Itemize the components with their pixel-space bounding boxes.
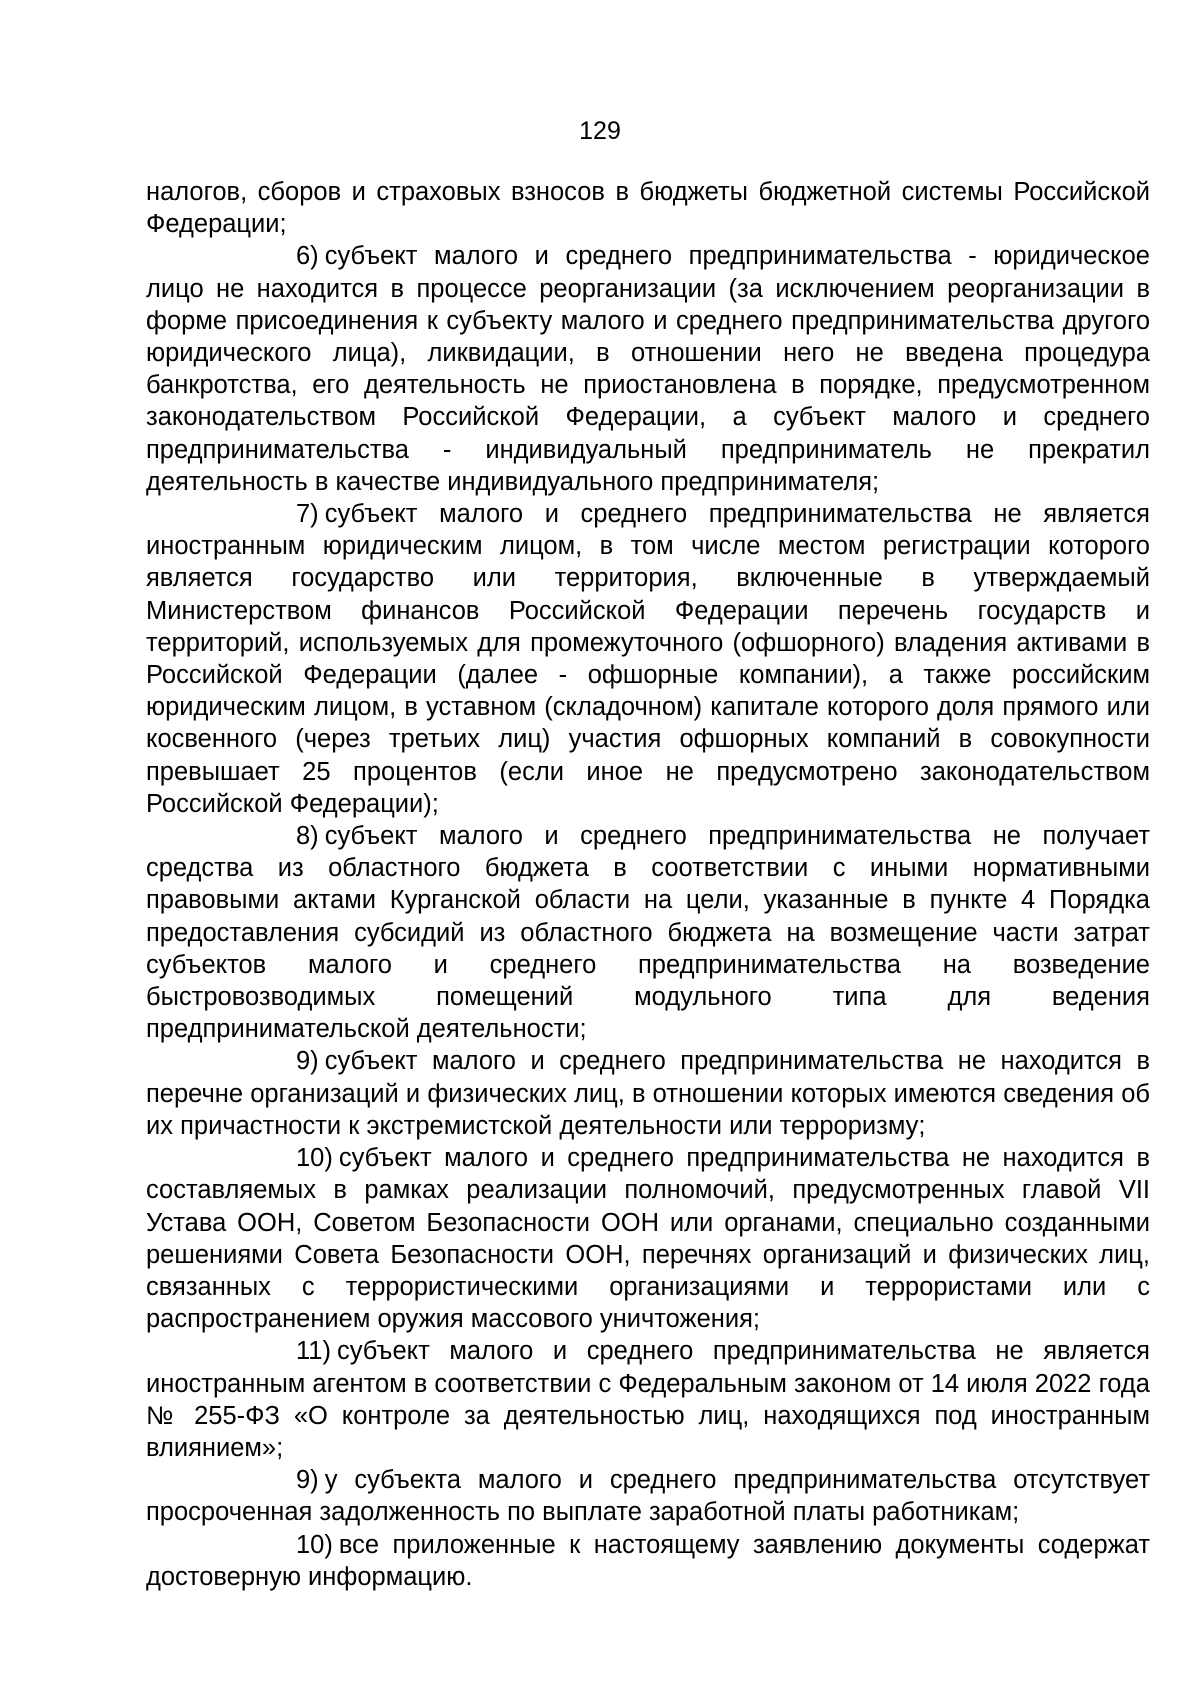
paragraph-item-7	[146, 498, 1150, 820]
item-marker: 11)	[296, 1337, 331, 1366]
paragraph-text: у субъекта малого и среднего предпринимательства отсутствует просроченная задолженность по выплате заработной платы работникам;	[146, 1466, 1150, 1527]
paragraph-text: субъект малого и среднего предпринимательства не является иностранным агентом в соответствии с Федеральным законом от 14 июля 2022 года № 255-ФЗ «О контроле за деятельностью лиц, находящихся под иностранным влиянием»;	[146, 1337, 1150, 1462]
paragraph-text: субъект малого и среднего предпринимательства не находится в перечне организаций и физических лиц, в отношении которых имеются сведения об их причастности к экстремистской деятельности или терроризму;	[146, 1047, 1150, 1140]
paragraph-item-8	[146, 820, 1150, 1045]
paragraph-text: субъект малого и среднего предпринимательства не является иностранным юридическим лицом, в том числе местом регистрации которого является государство или территория, включенные в утверждаемый Министерством финансов Российской Федерации перечень государств и территорий, используемых для промежуточного (офшорного) владения активами в Российской Федерации (далее - офшорные компании), а также российским юридическим лицом, в уставном (складочном) капитале которого доля прямого или косвенного (через третьих лиц) участия офшорных компаний в совокупности превышает 25 процентов (если иное не предусмотрено законодательством Российской Федерации);	[146, 500, 1150, 818]
item-marker: 10)	[296, 1530, 333, 1559]
document-body	[146, 176, 1150, 1593]
item-marker: 8)	[296, 822, 319, 851]
paragraph-item-10	[146, 1142, 1150, 1335]
page-number: 129	[579, 117, 621, 145]
paragraph-item-11	[146, 1335, 1150, 1464]
item-marker: 9)	[296, 1466, 319, 1495]
paragraph-continuation	[146, 176, 1150, 240]
item-marker: 6)	[296, 242, 319, 271]
paragraph-item-9-repeat	[146, 1464, 1150, 1528]
item-marker: 10)	[296, 1144, 333, 1173]
paragraph-text: все приложенные к настоящему заявлению документы содержат достоверную информацию.	[146, 1530, 1150, 1591]
paragraph-text: субъект малого и среднего предпринимательства не получает средства из областного бюджета в соответствии с иными нормативными правовыми актами Курганской области на цели, указанные в пункте 4 Порядка предоставления субсидий из областного бюджета на возмещение части затрат субъектов малого и среднего предпринимательства на возведение быстровозводимых помещений модульного типа для ведения предпринимательской деятельности;	[146, 822, 1150, 1044]
paragraph-text: налогов, сборов и страховых взносов в бюджеты бюджетной системы Российской Федерации;	[146, 178, 1150, 239]
paragraph-text: субъект малого и среднего предпринимательства - юридическое лицо не находится в процессе реорганизации (за исключением реорганизации в форме присоединения к субъекту малого и среднего предпринимательства другого юридического лица), ликвидации, в отношении него не введена процедура банкротства, его деятельность не приостановлена в порядке, предусмотренном законодательством Российской Федерации, а субъект малого и среднего предпринимательства - индивидуальный предприниматель не прекратил деятельность в качестве индивидуального предпринимателя;	[146, 242, 1150, 496]
paragraph-item-6	[146, 240, 1150, 498]
item-marker: 7)	[296, 500, 319, 529]
paragraph-item-10-repeat	[146, 1529, 1150, 1593]
paragraph-item-9	[146, 1045, 1150, 1142]
paragraph-text: субъект малого и среднего предпринимательства не находится в составляемых в рамках реализации полномочий, предусмотренных главой VII Устава ООН, Советом Безопасности ООН или органами, специально созданными решениями Совета Безопасности ООН, перечнях организаций и физических лиц, связанных с террористическими организациями и террористами или с распространением оружия массового уничтожения;	[146, 1144, 1150, 1334]
item-marker: 9)	[296, 1047, 319, 1076]
